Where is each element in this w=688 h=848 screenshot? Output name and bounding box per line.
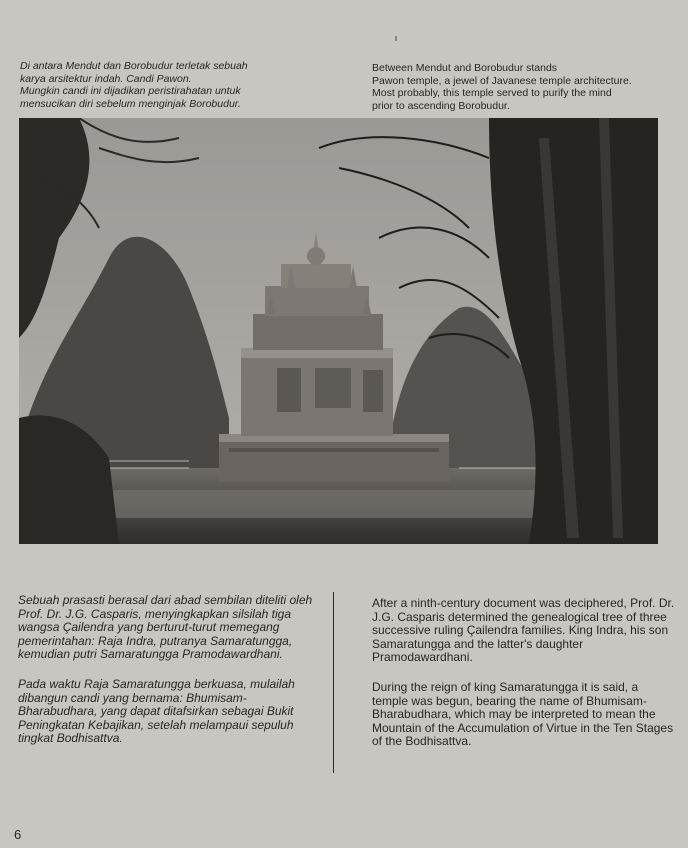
caption-line: Between Mendut and Borobudur stands	[372, 62, 558, 74]
paragraph: Sebuah prasasti berasal dari abad sembilan diteliti oleh Prof. Dr. J.G. Casparis, menyingkapkan silsilah tiga wangsa Çailendra yang berturut-turut memegang pemerintahan: Raja Indra, putranya Samaratungga, kemudian putri Samaratungga Pramodawardhani.	[18, 593, 313, 662]
caption-english	[372, 62, 672, 112]
paragraph: Pada waktu Raja Samaratungga berkuasa, mulailah dibangun candi yang bernama: Bhumisam-Bharabudhara, yang dapat ditafsirkan sebagai Bukit Peningkatan Kebajikan, setelah melampaui sepuluh tingkat Bodhisattva.	[18, 676, 295, 746]
caption-line: karya arsitektur indah. Candi Pawon.	[20, 72, 192, 85]
caption-line: mensucikan diri sebelum menginjak Borobudur.	[20, 97, 241, 110]
caption-line: Di antara Mendut dan Borobudur terletak sebuah	[20, 60, 248, 72]
caption-line: prior to ascending Borobudur.	[372, 99, 510, 112]
body-text-english	[372, 597, 677, 765]
paragraph: During the reign of king Samaratungga it is said, a temple was begun, bearing the name of Bhumisam-Bharabudhara, which may be interpreted to mean the Mountain of the Accumulation of Virtue in the Ten Stages of the Bodhisattva.	[372, 679, 674, 749]
caption-line: Mungkin candi ini dijadikan peristirahatan untuk	[20, 85, 241, 97]
temple-photo	[19, 118, 658, 544]
caption-indonesian	[20, 60, 340, 110]
paragraph: After a ninth-century document was deciphered, Prof. Dr. J.G. Casparis determined the genealogical tree of three successive ruling Çailendra families. King Indra, his son Samaratungga and the latter's daughter Pramodawardhani.	[372, 596, 675, 665]
caption-line: Most probably, this temple served to purify the mind	[372, 87, 612, 99]
column-divider	[333, 592, 334, 773]
page-number: 6	[14, 827, 22, 842]
body-text-indonesian	[18, 594, 318, 762]
paper-mark	[395, 36, 397, 41]
temple-photo-illustration	[19, 118, 658, 544]
caption-line: Pawon temple, a jewel of Javanese temple architecture.	[372, 74, 632, 87]
